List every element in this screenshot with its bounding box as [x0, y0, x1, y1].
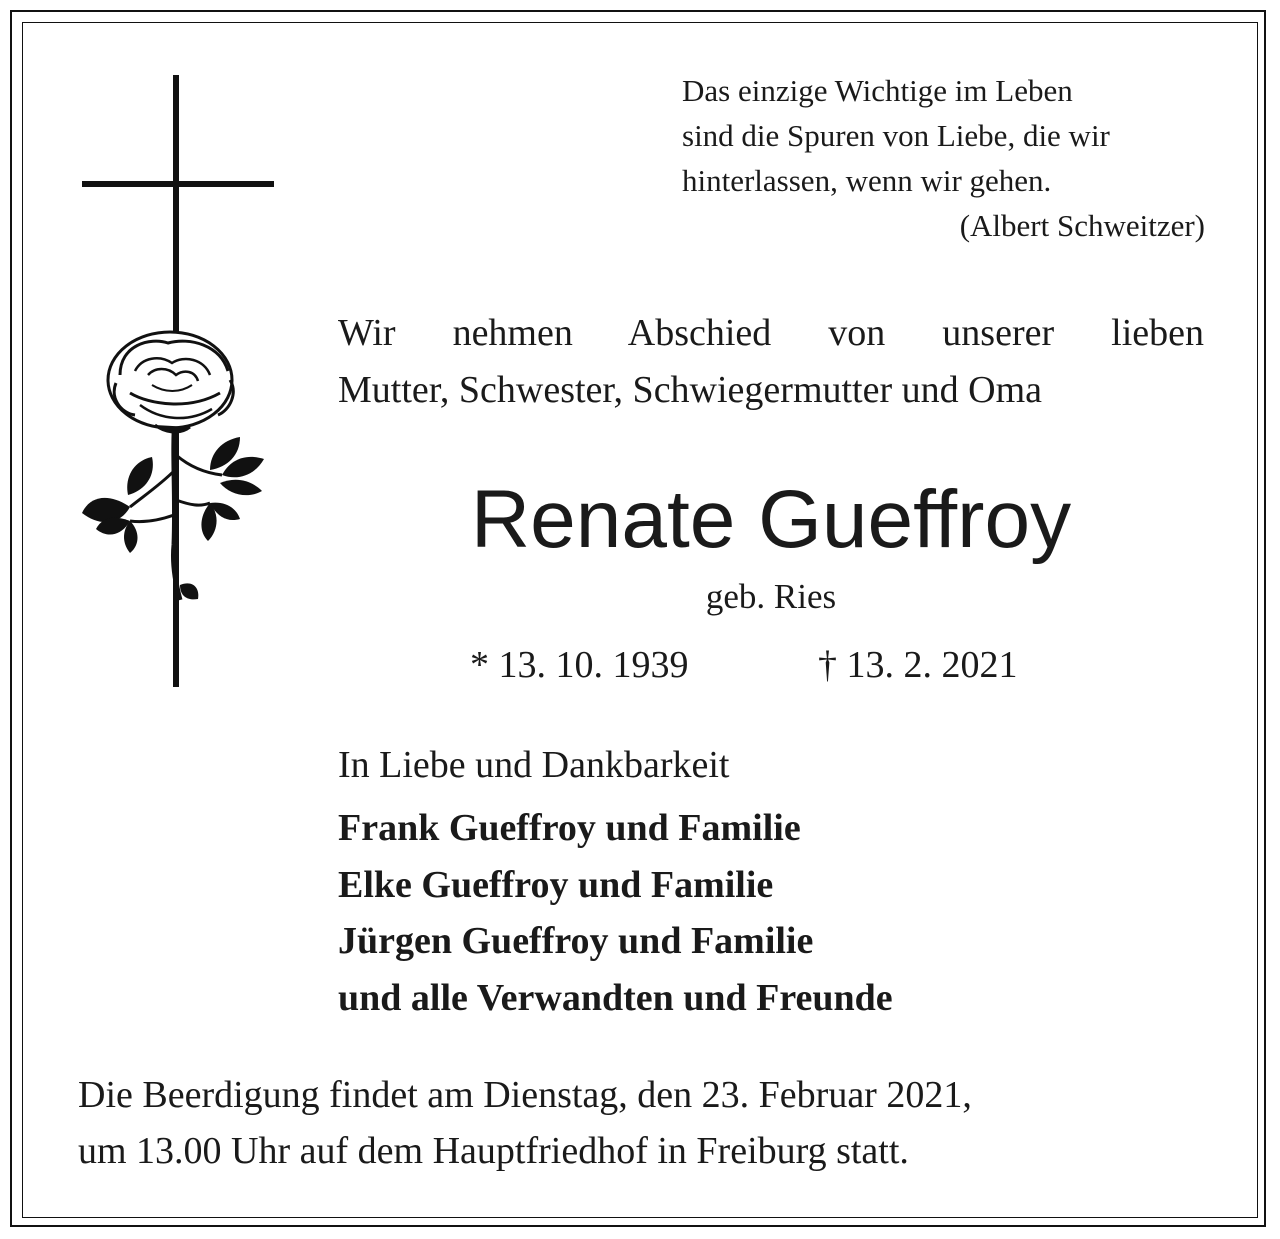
death-date: † 13. 2. 2021 — [818, 644, 1018, 686]
intro-line: Mutter, Schwester, Schwiegermutter und Oma — [338, 369, 1043, 411]
birth-date: * 13. 10. 1939 — [470, 644, 689, 686]
mourners-list — [338, 800, 893, 1026]
intro-line: Wir nehmen Abschied von unserer lieben — [338, 312, 1204, 354]
list-item: und alle Verwandten und Freunde — [338, 976, 893, 1019]
funeral-notice — [78, 1067, 1208, 1179]
mourners-heading: In Liebe und Dankbarkeit — [338, 744, 730, 786]
list-item: Frank Gueffroy und Familie — [338, 807, 801, 849]
quote-author: (Albert Schweitzer) — [959, 208, 1205, 243]
farewell-intro — [338, 305, 1204, 419]
deceased-name: Renate Gueffroy — [470, 474, 1072, 565]
funeral-line: um 13.00 Uhr auf dem Hauptfriedhof in Freiburg statt. — [78, 1130, 909, 1172]
maiden-name: geb. Ries — [705, 577, 837, 616]
funeral-line: Die Beerdigung findet am Dienstag, den 23. Februar 2021, — [78, 1074, 972, 1116]
quote-line: hinterlassen, wenn wir gehen. — [682, 163, 1052, 198]
cross-with-rose-icon — [80, 75, 276, 687]
list-item: Elke Gueffroy und Familie — [338, 863, 774, 906]
quote-block — [682, 68, 1207, 248]
quote-line: sind die Spuren von Liebe, die wir — [682, 118, 1110, 153]
list-item: Jürgen Gueffroy und Familie — [338, 920, 814, 962]
quote-line: Das einzige Wichtige im Leben — [682, 73, 1073, 108]
